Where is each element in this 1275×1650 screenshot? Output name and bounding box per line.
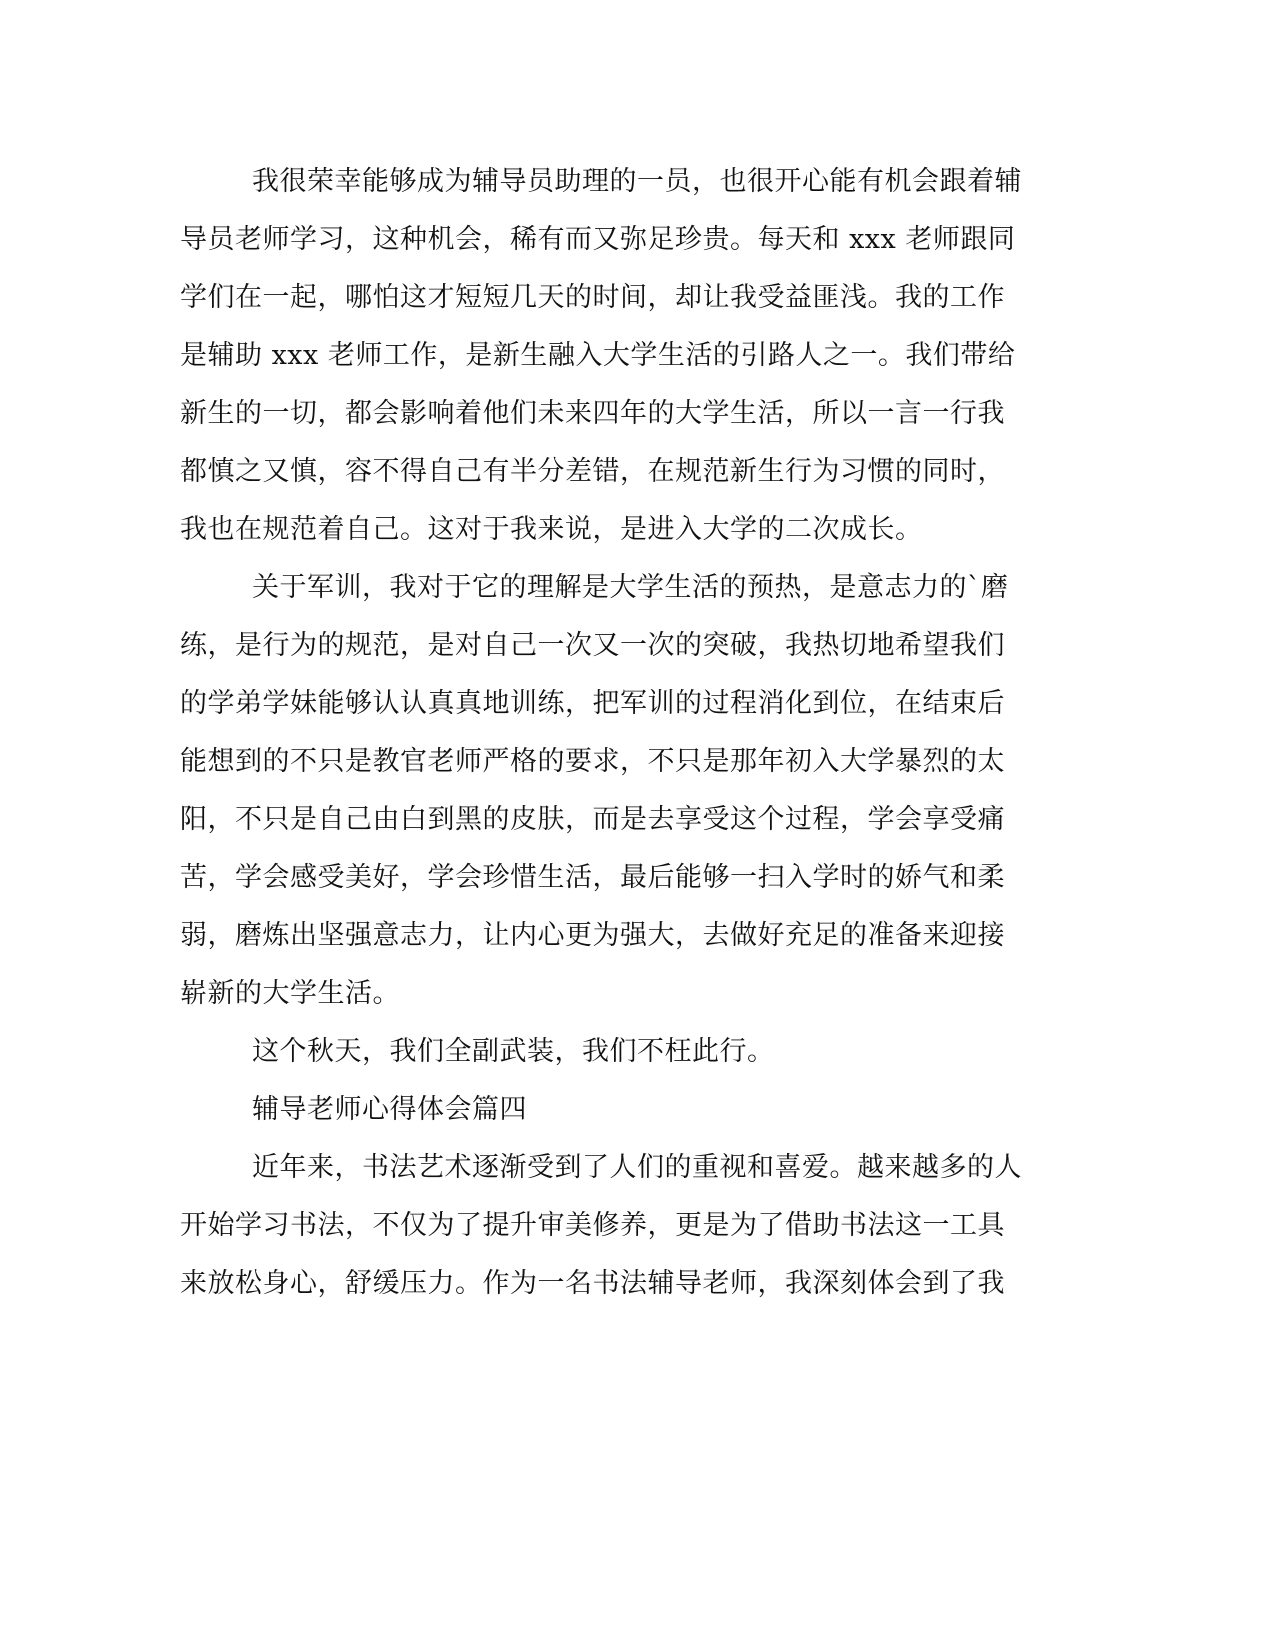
section-heading: 辅导老师心得体会篇四	[252, 1094, 527, 1125]
paragraph-line: 苦，学会感受美好，学会珍惜生活，最后能够一扫入学时的娇气和柔	[180, 862, 1005, 893]
paragraph-line: 崭新的大学生活。	[180, 978, 400, 1009]
paragraph-line: 近年来，书法艺术逐渐受到了人们的重视和喜爱。越来越多的人	[252, 1152, 1022, 1183]
paragraph-line: 这个秋天，我们全副武装，我们不枉此行。	[252, 1036, 775, 1067]
paragraph-line: 是辅助 xxx 老师工作，是新生融入大学生活的引路人之一。我们带给	[180, 340, 1016, 371]
paragraph-line: 开始学习书法，不仅为了提升审美修养，更是为了借助书法这一工具	[180, 1210, 1005, 1241]
paragraph-line: 关于军训，我对于它的理解是大学生活的预热，是意志力的`磨	[252, 572, 1009, 603]
paragraph-line: 弱，磨炼出坚强意志力，让内心更为强大，去做好充足的准备来迎接	[180, 920, 1005, 951]
paragraph-line: 的学弟学妹能够认认真真地训练，把军训的过程消化到位，在结束后	[180, 688, 1005, 719]
paragraph-line: 导员老师学习，这种机会，稀有而又弥足珍贵。每天和 xxx 老师跟同	[180, 224, 1016, 255]
paragraph-line: 能想到的不只是教官老师严格的要求，不只是那年初入大学暴烈的太	[180, 746, 1005, 777]
paragraph-line: 我也在规范着自己。这对于我来说，是进入大学的二次成长。	[180, 514, 923, 545]
paragraph-line: 练，是行为的规范，是对自己一次又一次的突破，我热切地希望我们	[180, 630, 1005, 661]
paragraph-line: 学们在一起，哪怕这才短短几天的时间，却让我受益匪浅。我的工作	[180, 282, 1005, 313]
paragraph-line: 新生的一切，都会影响着他们未来四年的大学生活，所以一言一行我	[180, 398, 1005, 429]
paragraph-line: 阳，不只是自己由白到黑的皮肤，而是去享受这个过程，学会享受痛	[180, 804, 1005, 835]
paragraph-line: 我很荣幸能够成为辅导员助理的一员，也很开心能有机会跟着辅	[252, 166, 1022, 197]
paragraph-line: 来放松身心，舒缓压力。作为一名书法辅导老师，我深刻体会到了我	[180, 1268, 1005, 1299]
paragraph-line: 都慎之又慎，容不得自己有半分差错，在规范新生行为习惯的同时，	[180, 456, 1005, 487]
